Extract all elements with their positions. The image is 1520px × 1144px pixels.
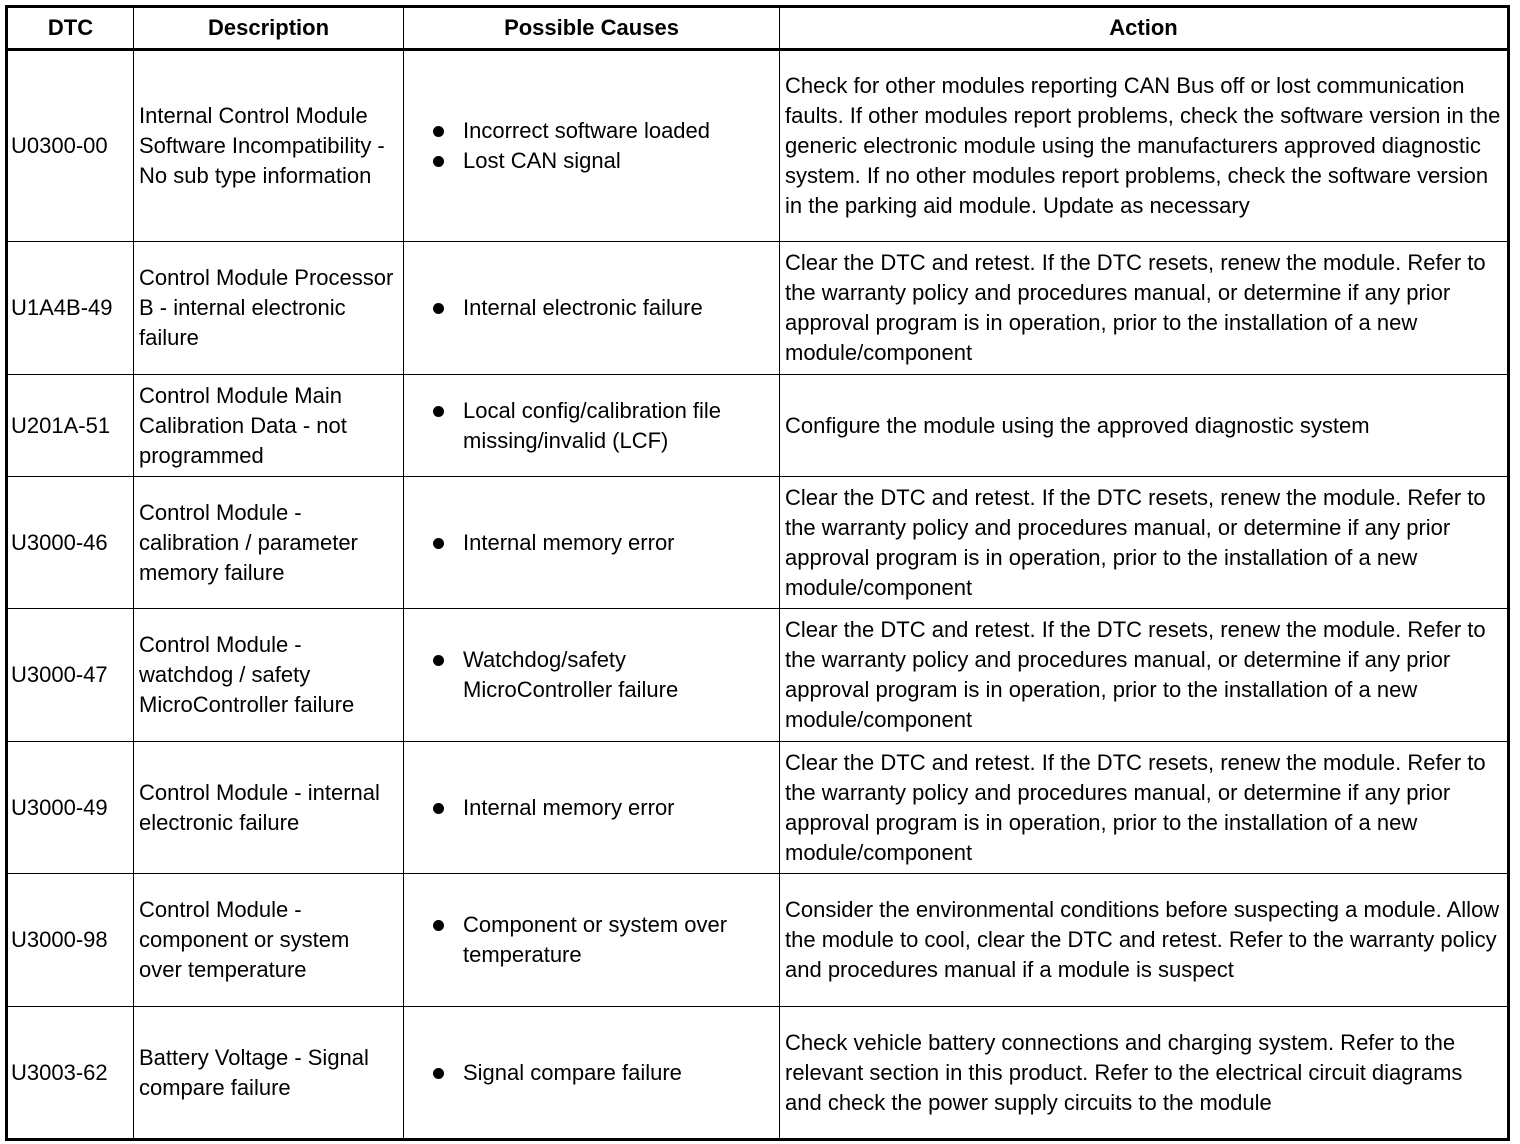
possible-causes-cell <box>404 742 780 874</box>
possible-causes-cell <box>404 50 780 242</box>
dtc-code: U1A4B-49 <box>7 242 134 375</box>
action-text: Configure the module using the approved diagnostic system <box>780 375 1509 477</box>
dtc-code: U0300-00 <box>7 50 134 242</box>
bullet-icon <box>433 156 444 167</box>
cause-item <box>429 116 774 146</box>
possible-causes-cell <box>404 242 780 375</box>
header-action: Action <box>780 7 1509 50</box>
table-row <box>7 50 1509 242</box>
cause-item <box>429 645 774 705</box>
bullet-icon <box>433 1068 444 1079</box>
possible-causes-list <box>409 528 774 558</box>
table-row <box>7 609 1509 742</box>
cause-text: Signal compare failure <box>463 1059 682 1085</box>
cause-item <box>429 1058 774 1088</box>
bullet-icon <box>433 655 444 666</box>
dtc-code: U3003-62 <box>7 1007 134 1140</box>
dtc-description: Control Module - calibration / parameter memory failure <box>134 477 404 609</box>
action-text: Clear the DTC and retest. If the DTC resets, renew the module. Refer to the warranty policy and procedures manual, or determine if any prior approval program is in operation, prior to the installation of a new module/component <box>780 242 1509 375</box>
dtc-description: Control Module - internal electronic failure <box>134 742 404 874</box>
cause-item <box>429 528 774 558</box>
table-row <box>7 375 1509 477</box>
action-text: Clear the DTC and retest. If the DTC resets, renew the module. Refer to the warranty policy and procedures manual, or determine if any prior approval program is in operation, prior to the installation of a new module/component <box>780 742 1509 874</box>
dtc-description: Control Module - watchdog / safety MicroController failure <box>134 609 404 742</box>
cause-text: Incorrect software loaded <box>463 118 711 143</box>
bullet-icon <box>433 126 444 137</box>
possible-causes-list <box>409 293 774 323</box>
possible-causes-list <box>409 793 774 823</box>
cause-text: Internal memory error <box>463 529 675 555</box>
action-text: Clear the DTC and retest. If the DTC resets, renew the module. Refer to the warranty policy and procedures manual, or determine if any prior approval program is in operation, prior to the installation of a new module/component <box>780 477 1509 609</box>
table-row <box>7 874 1509 1007</box>
table-row <box>7 1007 1509 1140</box>
dtc-code: U3000-49 <box>7 742 134 874</box>
possible-causes-list <box>409 1058 774 1088</box>
possible-causes-list <box>409 910 774 970</box>
possible-causes-cell <box>404 1007 780 1140</box>
dtc-description: Battery Voltage - Signal compare failure <box>134 1007 404 1140</box>
table-row <box>7 477 1509 609</box>
bullet-icon <box>433 920 444 931</box>
header-row <box>7 7 1509 50</box>
possible-causes-cell <box>404 477 780 609</box>
bullet-icon <box>433 803 444 814</box>
header-dtc: DTC <box>7 7 134 50</box>
dtc-code: U3000-98 <box>7 874 134 1007</box>
dtc-code: U3000-46 <box>7 477 134 609</box>
cause-text: Internal memory error <box>463 794 675 820</box>
cause-item <box>429 396 774 456</box>
table-body <box>7 50 1509 1140</box>
possible-causes-cell <box>404 609 780 742</box>
possible-causes-list <box>409 116 774 176</box>
cause-item <box>429 910 774 970</box>
dtc-description: Control Module Processor B - internal electronic failure <box>134 242 404 375</box>
action-text: Check vehicle battery connections and charging system. Refer to the relevant section in this product. Refer to the electrical circuit diagrams and check the power supply circuits to the module <box>780 1007 1509 1140</box>
possible-causes-cell <box>404 874 780 1007</box>
cause-text: Local config/calibration file missing/invalid (LCF) <box>463 397 722 453</box>
action-text: Consider the environmental conditions before suspecting a module. Allow the module to cool, clear the DTC and retest. Refer to the warranty policy and procedures manual if a module is suspect <box>780 874 1509 1007</box>
bullet-icon <box>433 538 444 549</box>
cause-item <box>429 146 774 176</box>
dtc-description: Control Module - component or system over temperature <box>134 874 404 1007</box>
possible-causes-list <box>409 396 774 456</box>
bullet-icon <box>433 406 444 417</box>
cause-item <box>429 293 774 323</box>
cause-text: Watchdog/safety MicroController failure <box>463 647 679 702</box>
possible-causes-list <box>409 645 774 705</box>
dtc-description: Control Module Main Calibration Data - not programmed <box>134 375 404 477</box>
dtc-code: U201A-51 <box>7 375 134 477</box>
cause-item <box>429 793 774 823</box>
bullet-icon <box>433 303 444 314</box>
cause-text: Component or system over temperature <box>463 912 728 967</box>
action-text: Clear the DTC and retest. If the DTC resets, renew the module. Refer to the warranty policy and procedures manual, or determine if any prior approval program is in operation, prior to the installation of a new module/component <box>780 609 1509 742</box>
possible-causes-cell <box>404 375 780 477</box>
action-text: Check for other modules reporting CAN Bus off or lost communication faults. If other modules report problems, check the software version in the generic electronic module using the manufacturers approved diagnostic system. If no other modules report problems, check the software version in the parking aid module. Update as necessary <box>780 50 1509 242</box>
header-description: Description <box>134 7 404 50</box>
cause-text: Internal electronic failure <box>463 295 703 320</box>
dtc-code: U3000-47 <box>7 609 134 742</box>
header-possible-causes: Possible Causes <box>404 7 780 50</box>
dtc-table <box>5 5 1510 1141</box>
table-row <box>7 742 1509 874</box>
dtc-description: Internal Control Module Software Incompatibility - No sub type information <box>134 50 404 242</box>
cause-text: Lost CAN signal <box>463 148 621 173</box>
table-row <box>7 242 1509 375</box>
